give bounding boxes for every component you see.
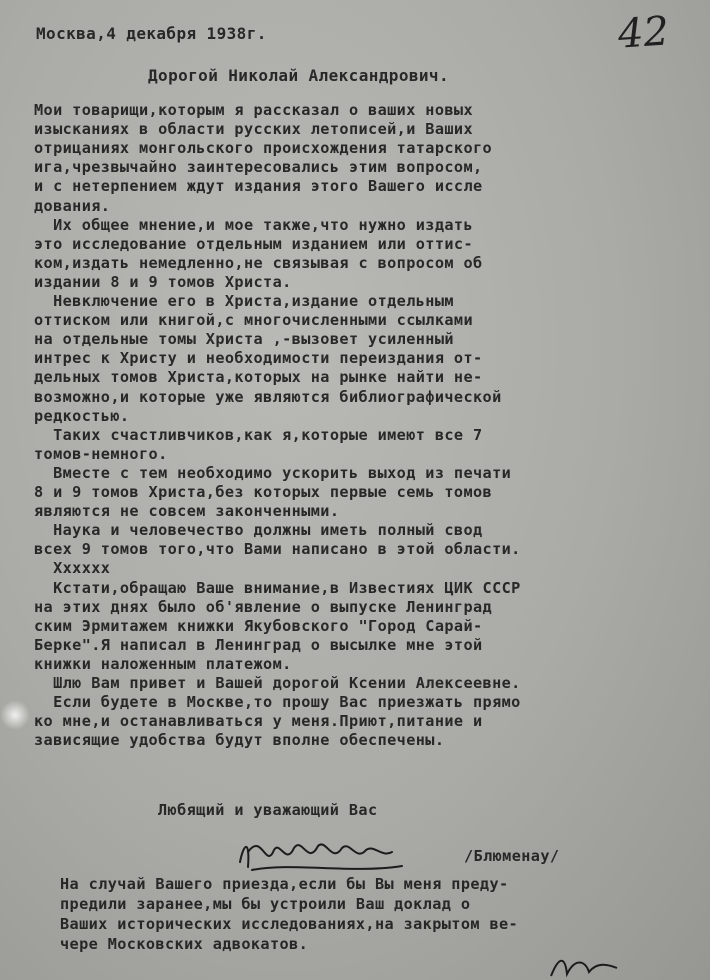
paper-smudge <box>0 700 30 730</box>
body-line: изысканиях в области русских летописей,и Ваших <box>34 120 474 139</box>
body-line: 8 и 9 томов Христа,без которых первые семь томов <box>34 483 493 501</box>
body-line: оттиском или книгой,с многочисленными ссылками <box>34 311 474 330</box>
body-line: ским Эрмитажем книжки Якубовского "Город Сарай- <box>34 616 483 635</box>
body-line: на этих днях было об'явление о выпуске Ленинград <box>34 597 493 616</box>
body-line: ко мне,и останавливаться у меня.Приют,питание и <box>34 712 483 731</box>
postscript-line: предили заранее,мы бы устроили Ваш доклад о <box>60 895 471 913</box>
body-line: Если будете в Москве,то прошу Вас приезжать прямо <box>34 693 521 712</box>
body-line: ком,издать немедленно,не связывая с вопросом об <box>34 253 483 272</box>
body-line: Наука и человечество должны иметь полный свод <box>34 521 483 540</box>
body-line: Шлю Вам привет и Вашей дорогой Ксении Алексеевне. <box>34 674 521 692</box>
body-line: издании 8 и 9 томов Христа. <box>34 272 292 291</box>
body-line: на отдельные томы Христа ,-вызовет усиленный <box>34 330 454 349</box>
salutation: Дорогой Николай Александрович. <box>148 66 449 85</box>
body-line: дования. <box>34 196 111 215</box>
body-line: являются не совсем законченными. <box>34 502 340 521</box>
body-line: и с нетерпением ждут издания этого Вашего иссле <box>34 177 483 196</box>
body-line: это исследование отдельным изданием или оттис- <box>34 234 474 253</box>
postscript-line: Ваших исторических исследованиях,на закрытом ве- <box>60 915 519 933</box>
body-line: всех 9 томов того,что Вами написано в этой области. <box>34 540 521 559</box>
body-line: Вместе с тем необходимо ускорить выход из печати <box>34 463 512 482</box>
body-line: Берке".Я написал в Ленинград о высылке мне этой <box>34 635 483 654</box>
body-line: книжки наложенным платежом. <box>34 654 292 673</box>
body-line: зависящие удобства будут вполне обеспечены. <box>34 731 445 750</box>
body-line: отрицаниях монгольского происхождения татарского <box>34 139 493 158</box>
postscript-line: На случай Вашего приезда,если бы Вы меня преду- <box>60 875 509 893</box>
body-line: Кстати,обращаю Ваше внимание,в Известиях ЦИК СССР <box>34 578 521 597</box>
body-line: Их общее мнение,и мое также,что нужно издать <box>34 215 474 234</box>
body-line: Хххххх <box>34 559 111 578</box>
signature <box>232 822 412 882</box>
body-line: Мои товарищи,которым я рассказал о ваших новых <box>34 101 474 119</box>
body-line: возможно,и которые уже являются библиографической <box>34 387 502 406</box>
signer-name: /Блюменау/ <box>464 847 560 865</box>
body-line: ига,чрезвычайно заинтересовались этим вопросом, <box>34 158 483 177</box>
closing-line: Любящий и уважающий Вас <box>158 801 378 819</box>
body-line: томов-немного. <box>34 444 168 463</box>
body-line: редкостью. <box>34 406 130 425</box>
body-line: Таких счастливчиков,как я,которые имеют все 7 <box>34 425 483 444</box>
postscript-line: чере Московских адвокатов. <box>60 935 309 953</box>
body-line: дельных томов Христа,которых на рынке найти не- <box>34 368 483 387</box>
date-line: Москва,4 декабря 1938г. <box>36 24 267 43</box>
body-line: интрес к Христу и необходимости переиздания от- <box>34 349 483 368</box>
body-line: Невключение его в Христа,издание отдельным <box>34 292 454 310</box>
page-number: 42 <box>616 8 671 58</box>
initials-mark <box>545 950 625 980</box>
